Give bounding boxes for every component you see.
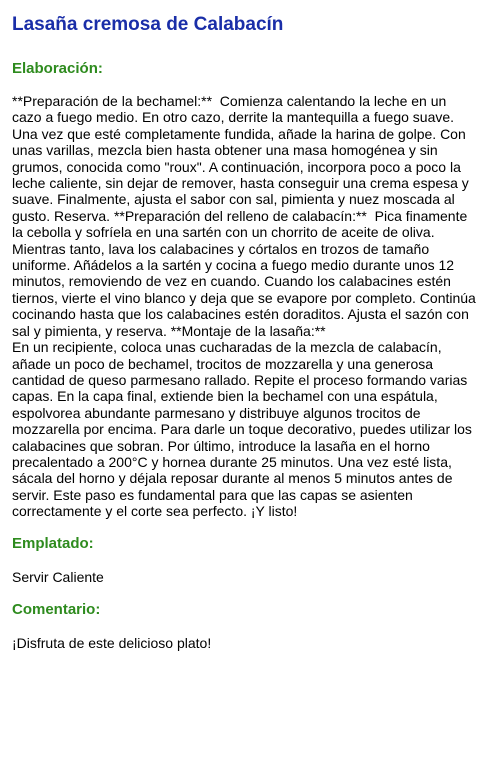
comentario-text: ¡Disfruta de este delicioso plato! bbox=[12, 634, 212, 651]
recipe-title: Lasaña cremosa de Calabacín bbox=[12, 14, 284, 35]
elaboracion-heading: Elaboración: bbox=[12, 60, 103, 77]
emplatado-heading: Emplatado: bbox=[12, 534, 94, 552]
elaboracion-text: **Preparación de la bechamel:** Comienza calentando la leche en un cazo a fuego medio. En otro cazo, derrite la mantequilla a fuego suave. Una vez que esté completamente fundida, añade la harina de golpe. Con unas varillas, mezcla bien hasta obtener una masa homogénea y sin grumos, conocida como "roux". A continuación, incorpora poco a poco la leche caliente, sin dejar de remover, hasta conseguir una crema espesa y suave. Finalmente, ajusta el sabor con sal, pimienta y nuez moscada al gusto. Reserva. **Preparación del relleno de calabacín:** Pica finamente la cebolla y sofríela en una sartén con un chorrito de aceite de oliva. Mientras tanto, lava los calabacines y córtalos en trozos de tamaño uniforme. Añádelos a la sartén y cocina a fuego medio durante unos 12 minutos, removiendo de vez en cuando. Cuando los calabacines estén tiernos, vierte el vino blanco y deja que se evapore por completo. Continúa cocinando hasta que los calabacines estén doraditos. Ajusta el sazón con sal y pimienta, y reserva. **Montaje de la lasaña:** En un recipiente, coloca unas cucharadas de la mezcla de calabacín, añade un poco de bechamel, trocitos de mozzarella y una generosa cantidad de queso parmesano rallado. Repite el proceso formando varias capas. En la capa final, extiende bien la bechamel con una espátula, espolvorea abundante parmesano y distribuye algunos trocitos de mozzarella por encima. Para darle un toque decorativo, puedes utilizar los calabacines que sobran. Por último, introduce la lasaña en el horno precalentado a 200°C y hornea durante 25 minutos. Una vez esté lista, sácala del horno y déjala reposar durante al menos 5 minutos antes de servir. Este paso es fundamental para que las capas se asienten correctamente y el corte sea perfecto. ¡Y listo! bbox=[12, 93, 476, 520]
comentario-heading: Comentario: bbox=[12, 600, 101, 618]
emplatado-text: Servir Caliente bbox=[12, 568, 104, 585]
